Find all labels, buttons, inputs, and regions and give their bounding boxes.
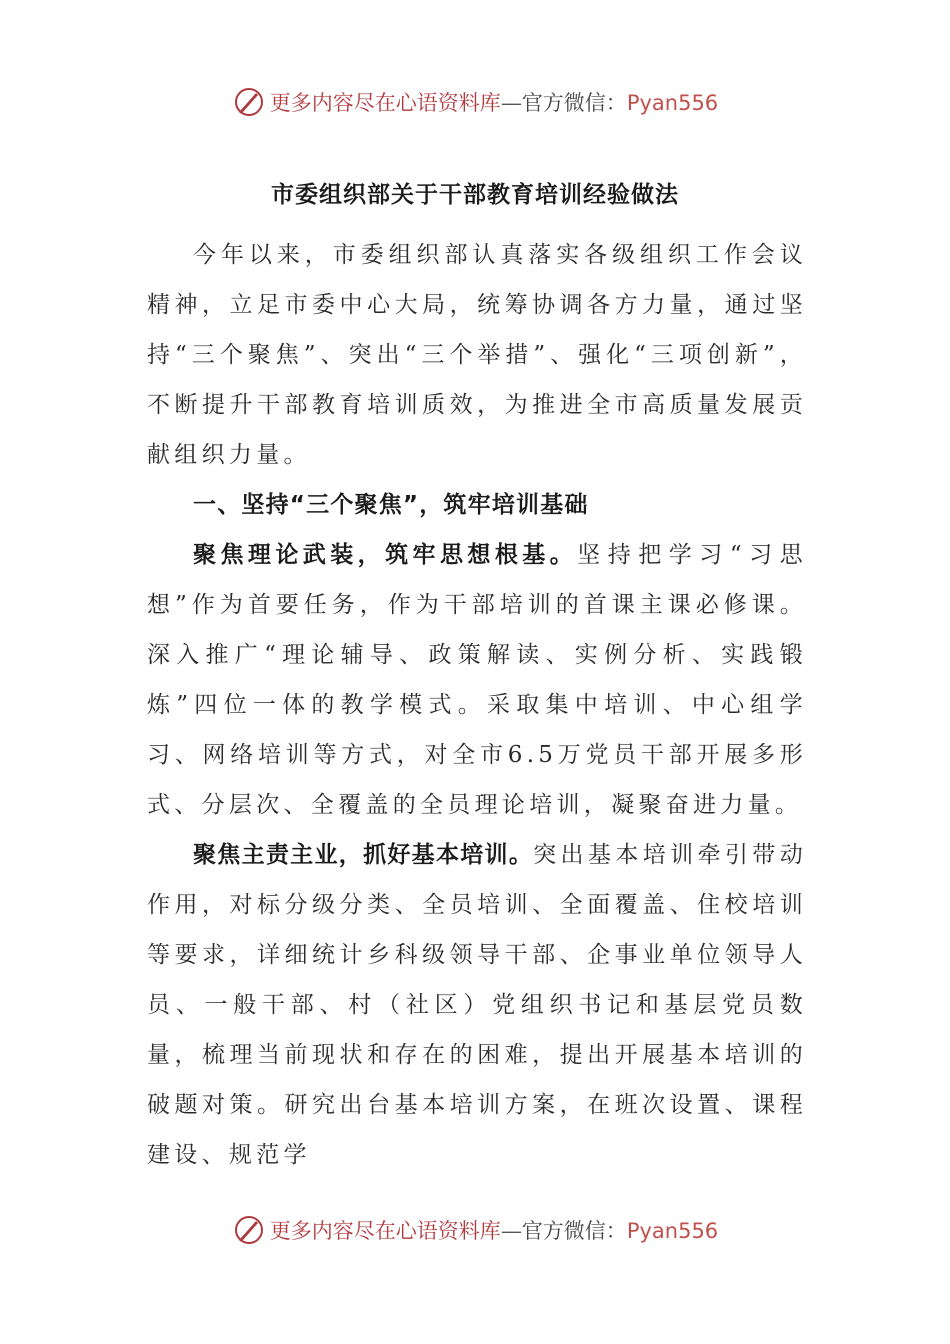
watermark-text <box>270 87 718 117</box>
watermark-main-text: 更多内容尽在心语资料库 <box>269 91 501 115</box>
watermark-wechat-label: 官方微信： <box>521 91 627 115</box>
watermark-wechat-label: 官方微信： <box>521 1219 627 1243</box>
watermark-wechat-id: Pyan556 <box>626 1219 719 1243</box>
watermark-separator: — <box>500 1219 522 1243</box>
intro-paragraph: 今年以来，市委组织部认真落实各级组织工作会议精神，立足市委中心大局，统筹协调各方力量，通过坚持“三个聚焦”、突出“三个举措”、强化“三项创新”，不断提升干部教育培训质效，为推进全市高质量发展贡献组织力量。 <box>147 242 807 468</box>
watermark-main-text: 更多内容尽在心语资料库 <box>269 1219 501 1243</box>
paragraph-body: 突出基本培训牵引带动作用，对标分级分类、全员培训、全面覆盖、住校培训等要求，详细统计乡科级领导干部、企事业单位领导人员、一般干部、村（社区）党组织书记和基层党员数量，梳理当前现状和存在的困难，提出开展基本培训的破题对策。研究出台基本培训方案，在班次设置、课程建设、规范学 <box>147 842 807 1168</box>
quill-pen-logo-icon <box>232 1213 266 1247</box>
watermark-separator: — <box>500 91 522 115</box>
watermark-wechat-id: Pyan556 <box>626 91 719 115</box>
paragraph-theory <box>147 530 807 830</box>
watermark-banner-top <box>0 82 950 122</box>
paragraph-basic-training <box>147 830 807 1180</box>
document-title: 市委组织部关于干部教育培训经验做法 <box>271 182 679 208</box>
quill-pen-logo-icon <box>232 85 266 119</box>
document-body <box>147 230 807 1180</box>
section-heading: 一、坚持“三个聚焦”，筑牢培训基础 <box>193 492 589 518</box>
watermark-text <box>270 1215 718 1245</box>
paragraph-lead: 聚焦主责主业，抓好基本培训。 <box>193 842 534 868</box>
paragraph-body: 坚持把学习“习思想”作为首要任务，作为干部培训的首课主课必修课。深入推广“理论辅导、政策解读、实例分析、实践锻炼”四位一体的教学模式。采取集中培训、中心组学习、网络培训等方式，对全市6.5万党员干部开展多形式、分层次、全覆盖的全员理论培训，凝聚奋进力量。 <box>147 542 807 818</box>
watermark-banner-bottom <box>0 1210 950 1250</box>
paragraph-lead: 聚焦理论武装，筑牢思想根基。 <box>193 542 578 568</box>
